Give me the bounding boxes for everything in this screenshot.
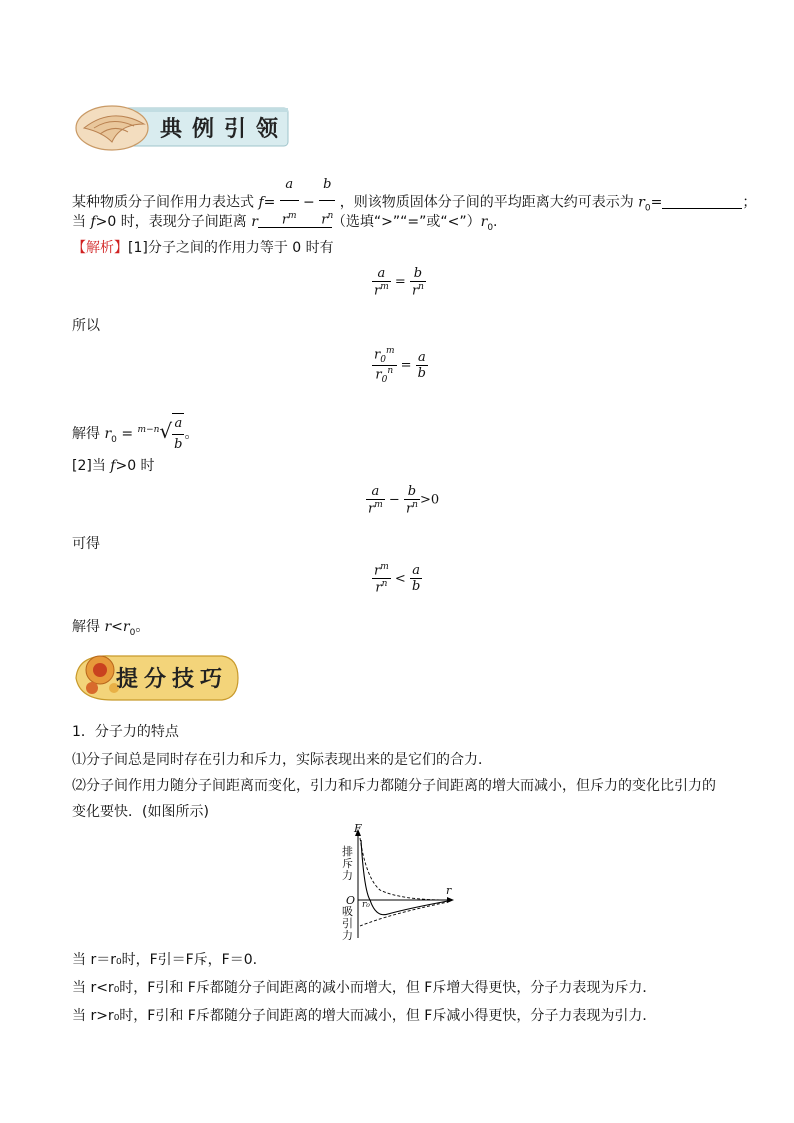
banner-example-title: 典例引领 <box>160 116 289 142</box>
tips-p1: ⑴分子间总是同时存在引力和斥力，实际表现出来的是它们的合力． <box>72 752 492 768</box>
force-distance-figure <box>330 822 460 942</box>
figure-r0-label: r₀ <box>362 900 370 910</box>
tips-f3: 当 r>r₀时，F引和 F斥都随分子间距离的增大而减小，但 F斥减小得更快，分子力表现为引力． <box>72 1008 657 1024</box>
solution-result-2: 解得 $r<r_0$。 <box>72 619 150 638</box>
equation-1: $\frac{a}{r^m}$ = $\frac{b}{r^n}$ <box>374 266 424 299</box>
equation-4: $\frac{r^m}{r^n}$ < $\frac{a}{b}$ <box>374 562 421 596</box>
solution-cande: 可得 <box>72 536 100 552</box>
tips-heading: 1．分子力的特点 <box>72 724 179 740</box>
banner-tips <box>72 648 242 706</box>
equation-3: $\frac{a}{r^m}$ − $\frac{b}{r^n}$ >0 <box>368 484 440 517</box>
figure-origin-label: O <box>346 894 356 907</box>
banner-example <box>72 98 292 154</box>
solution-so: 所以 <box>72 318 100 334</box>
solution-step-1: 【解析】[1]分子之间的作用力等于 0 时有 <box>72 240 334 256</box>
fraction-a-over-rm: $\frac{a}{r^m}$ <box>280 170 299 235</box>
solution-label: 【解析】 <box>72 240 128 256</box>
equation-2: $\frac{r_0^m}{r_0^n}$ = $\frac{a}{b}$ <box>374 346 426 385</box>
solution-step-2: [2]当 f>0 时 <box>72 458 155 474</box>
banner-tips-title: 提分技巧 <box>116 666 229 692</box>
figure-attraction-label: 吸引力 <box>342 905 353 942</box>
question-line-2: 当 f>0 时，表现分子间距离 r （选填“>”“=”或“$<”)r_0$. <box>72 214 498 233</box>
tips-p2a: ⑵分子间作用力随分子间距离而变化，引力和斥力都随分子间距离的增大而减小，但斥力的变化比引力的 <box>72 778 716 794</box>
question-line-1: 某种物质分子间作用力表达式 f= $\frac{a}{r^m}$ − $\frac{b}{r^n}$ ，则该物质固体分子间的平均距离大约可表示为 $r_0=$ ； <box>72 170 756 200</box>
tips-p2b: 变化要快．(如图所示) <box>72 804 209 820</box>
solution-result-1: 解得 $r_0 = ^{m-n}√$ $\frac{a}{b}$ 。 <box>72 413 198 455</box>
answer-blank-2[interactable] <box>258 213 332 228</box>
figure-axis-y-label: F <box>354 822 362 835</box>
figure-repulsion-label: 排斥力 <box>342 845 353 882</box>
tips-f2: 当 r<r₀时，F引和 F斥都随分子间距离的减小而增大，但 F斥增大得更快，分子力表现为斥力． <box>72 980 657 996</box>
figure-axis-x-label: r <box>446 884 452 897</box>
tips-f1: 当 r＝r₀时，F引＝F斥，F＝0. <box>72 952 258 968</box>
answer-blank-1[interactable] <box>662 194 742 209</box>
fraction-b-over-rn: $\frac{b}{r^n}$ <box>319 170 335 235</box>
